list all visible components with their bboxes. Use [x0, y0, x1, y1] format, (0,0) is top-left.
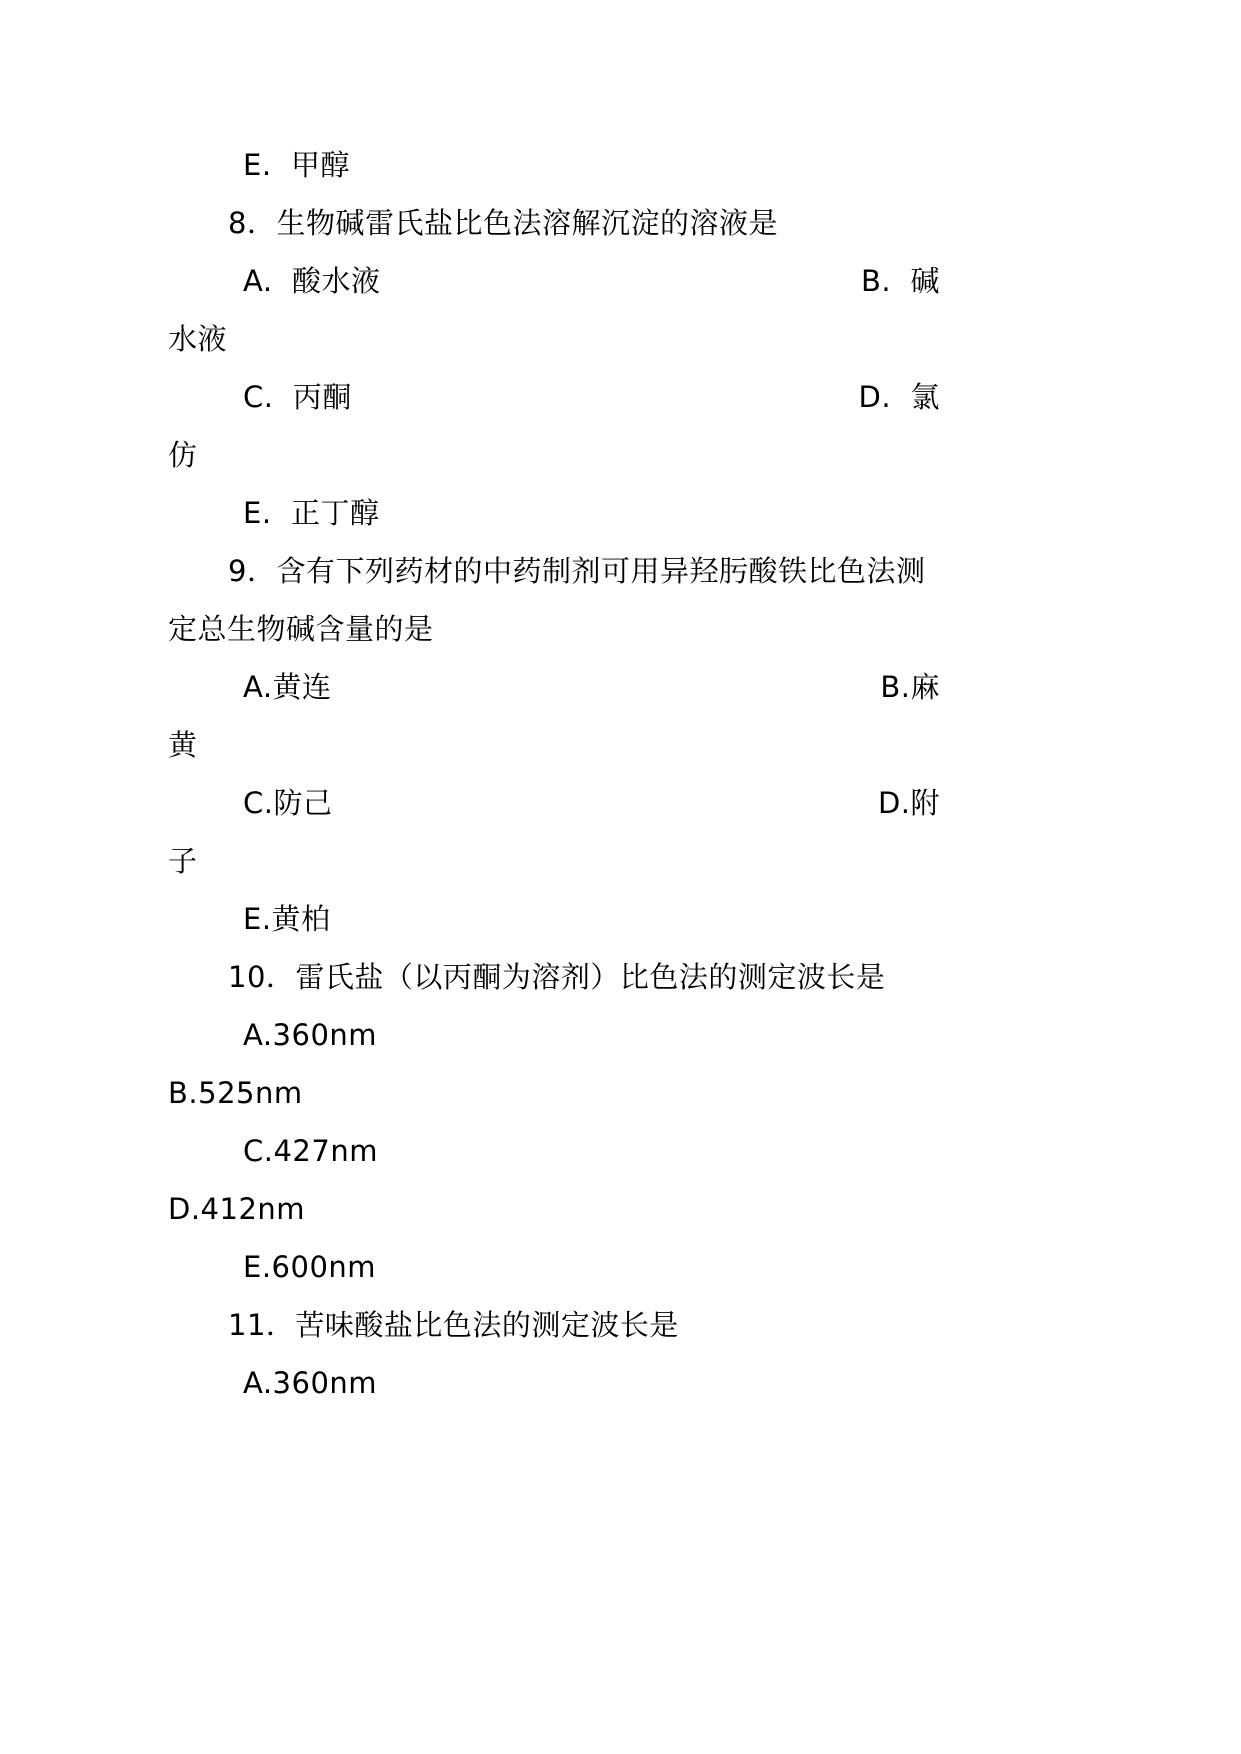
option-a-q8: A. 酸水液 [243, 264, 381, 298]
option-e-q7: E. 甲醇 [243, 148, 350, 182]
option-b-q8-part2: 水液 [168, 322, 228, 356]
question-11: 11．苦味酸盐比色法的测定波长是 [228, 1308, 679, 1342]
option-b-q8-part1: B. 碱 [860, 264, 940, 298]
option-c-q8: C. 丙酮 [243, 380, 352, 414]
option-e-q8: E. 正丁醇 [243, 496, 380, 530]
question-10: 10．雷氏盐（以丙酮为溶剂）比色法的测定波长是 [228, 960, 886, 994]
option-d-q9-part2: 子 [168, 844, 198, 878]
option-b-q9-part1: B.麻 [880, 670, 940, 704]
option-a-q11: A.360nm [243, 1366, 378, 1400]
option-a-q9: A.黄连 [243, 670, 332, 704]
option-e-q10: E.600nm [243, 1250, 377, 1284]
option-b-q10: B.525nm [168, 1076, 303, 1110]
option-d-q10: D.412nm [168, 1192, 306, 1226]
question-8: 8．生物碱雷氏盐比色法溶解沉淀的溶液是 [228, 206, 778, 240]
option-c-q10: C.427nm [243, 1134, 378, 1168]
option-c-q9: C.防己 [243, 786, 333, 820]
option-d-q8-part2: 仿 [168, 438, 198, 472]
question-9-line2: 定总生物碱含量的是 [168, 612, 434, 646]
option-a-q10: A.360nm [243, 1018, 378, 1052]
option-d-q8-part1: D. 氯 [858, 380, 940, 414]
option-d-q9-part1: D.附 [877, 786, 940, 820]
question-9-line1: 9．含有下列药材的中药制剂可用异羟肟酸铁比色法测 [228, 554, 926, 588]
option-b-q9-part2: 黄 [168, 728, 198, 762]
option-e-q9: E.黄柏 [243, 902, 331, 936]
